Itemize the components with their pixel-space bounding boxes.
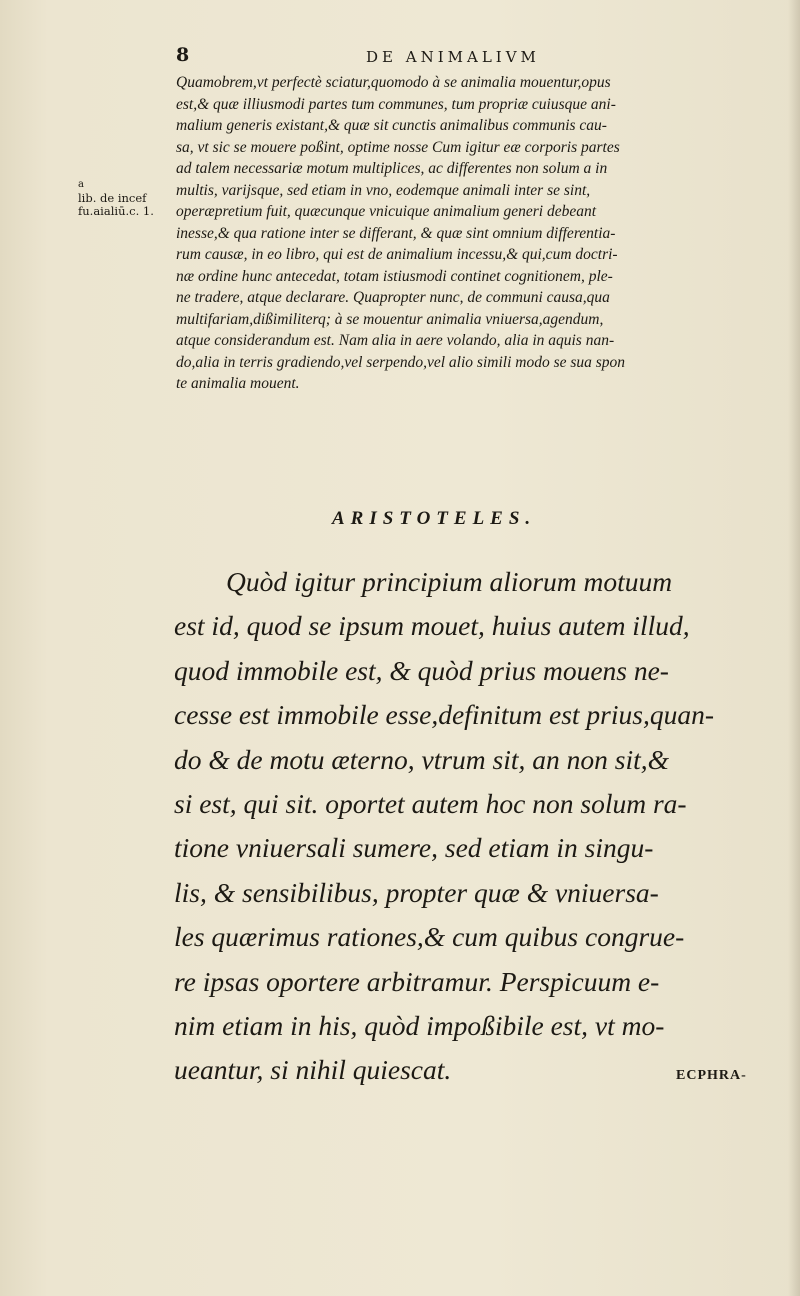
commentary-line: do,alia in terris gradiendo,vel serpendo,vel alio simili modo se sua spon (176, 353, 626, 371)
commentary-line: næ ordine hunc antecedat, totam istiusmodi continet cognitionem, ple- (176, 267, 613, 285)
commentary-line: est,& quæ illiusmodi partes tum communes, tum propriæ cuiusque ani- (176, 95, 616, 113)
aristotle-paragraph (174, 560, 780, 1093)
commentary-line: multifariam,dißimiliterq; à se mouentur animalia vniuersa,agendum, (176, 310, 604, 328)
aristotle-line: nim etiam in his, quòd impoßibile est, vt mo- (174, 1010, 665, 1042)
commentary-line: multis, varijsque, sed etiam in vno, eodemque animali inter se sint, (176, 181, 591, 199)
commentary-line: operæpretium fuit, quæcunque vnicuique animalium generi debeant (176, 203, 597, 220)
commentary-line: inesse,& qua ratione inter se differant, & quæ sint omnium differentia- (176, 224, 616, 242)
page-edge-shadow (788, 0, 800, 1296)
aristotle-line: quod immobile est, & quòd prius mouens ne- (174, 654, 669, 686)
aristotle-line: ueantur, si nihil quiescat. (174, 1054, 452, 1086)
commentary-line: ad talem necessariæ motum multiplices, ac differentes non solum a in (176, 160, 608, 177)
aristotle-line: lis, & sensibilibus, propter quæ & vniuersa- (174, 876, 659, 908)
catchword: ECPHRA- (676, 1068, 747, 1083)
aristotle-line: si est, qui sit. oportet autem hoc non solum ra- (174, 788, 687, 820)
aristotle-line: est id, quod se ipsum mouet, huius autem illud, (174, 610, 690, 642)
aristotle-line: tione vniuersali sumere, sed etiam in singu- (174, 832, 654, 864)
commentary-line: Quamobrem,vt perfectè sciatur,quomodo à se animalia mouentur,opus (176, 74, 611, 91)
section-heading: ARISTOTELES. (332, 508, 537, 529)
aristotle-line: do & de motu æterno, vtrum sit, an non sit,& (174, 743, 669, 775)
marginal-note (78, 178, 170, 218)
marginal-note-mark: a (78, 179, 84, 190)
commentary-line: sa, vt sic se mouere poßint, optime nosse Cum igitur eæ corporis partes (176, 138, 620, 156)
aristotle-line: Quòd igitur principium aliorum motuum (226, 566, 673, 597)
page-number: 8 (176, 44, 190, 66)
marginal-note-line: fu.aialiū.c. 1. (78, 204, 154, 218)
aristotle-line: les quærimus rationes,& cum quibus congrue- (174, 921, 685, 953)
running-title: DE ANIMALIVM (366, 48, 540, 66)
running-head (176, 44, 596, 68)
commentary-paragraph (176, 72, 780, 395)
aristotle-line: re ipsas oportere arbitramur. Perspicuum e- (174, 965, 660, 997)
commentary-line: rum causæ, in eo libro, qui est de animalium incessu,& qui,cum doctri- (176, 246, 618, 263)
commentary-line: ne tradere, atque declarare. Quapropter nunc, de communi causa,qua (176, 289, 610, 306)
commentary-line: te animalia mouent. (176, 375, 300, 392)
aristotle-line: cesse est immobile esse,definitum est prius,quan- (174, 699, 714, 731)
commentary-line: atque considerandum est. Nam alia in aere volando, alia in aquis nan- (176, 332, 615, 349)
marginal-note-line: lib. de incef (78, 191, 147, 205)
commentary-line: malium generis existant,& quæ sit cunctis animalibus communis cau- (176, 117, 607, 134)
